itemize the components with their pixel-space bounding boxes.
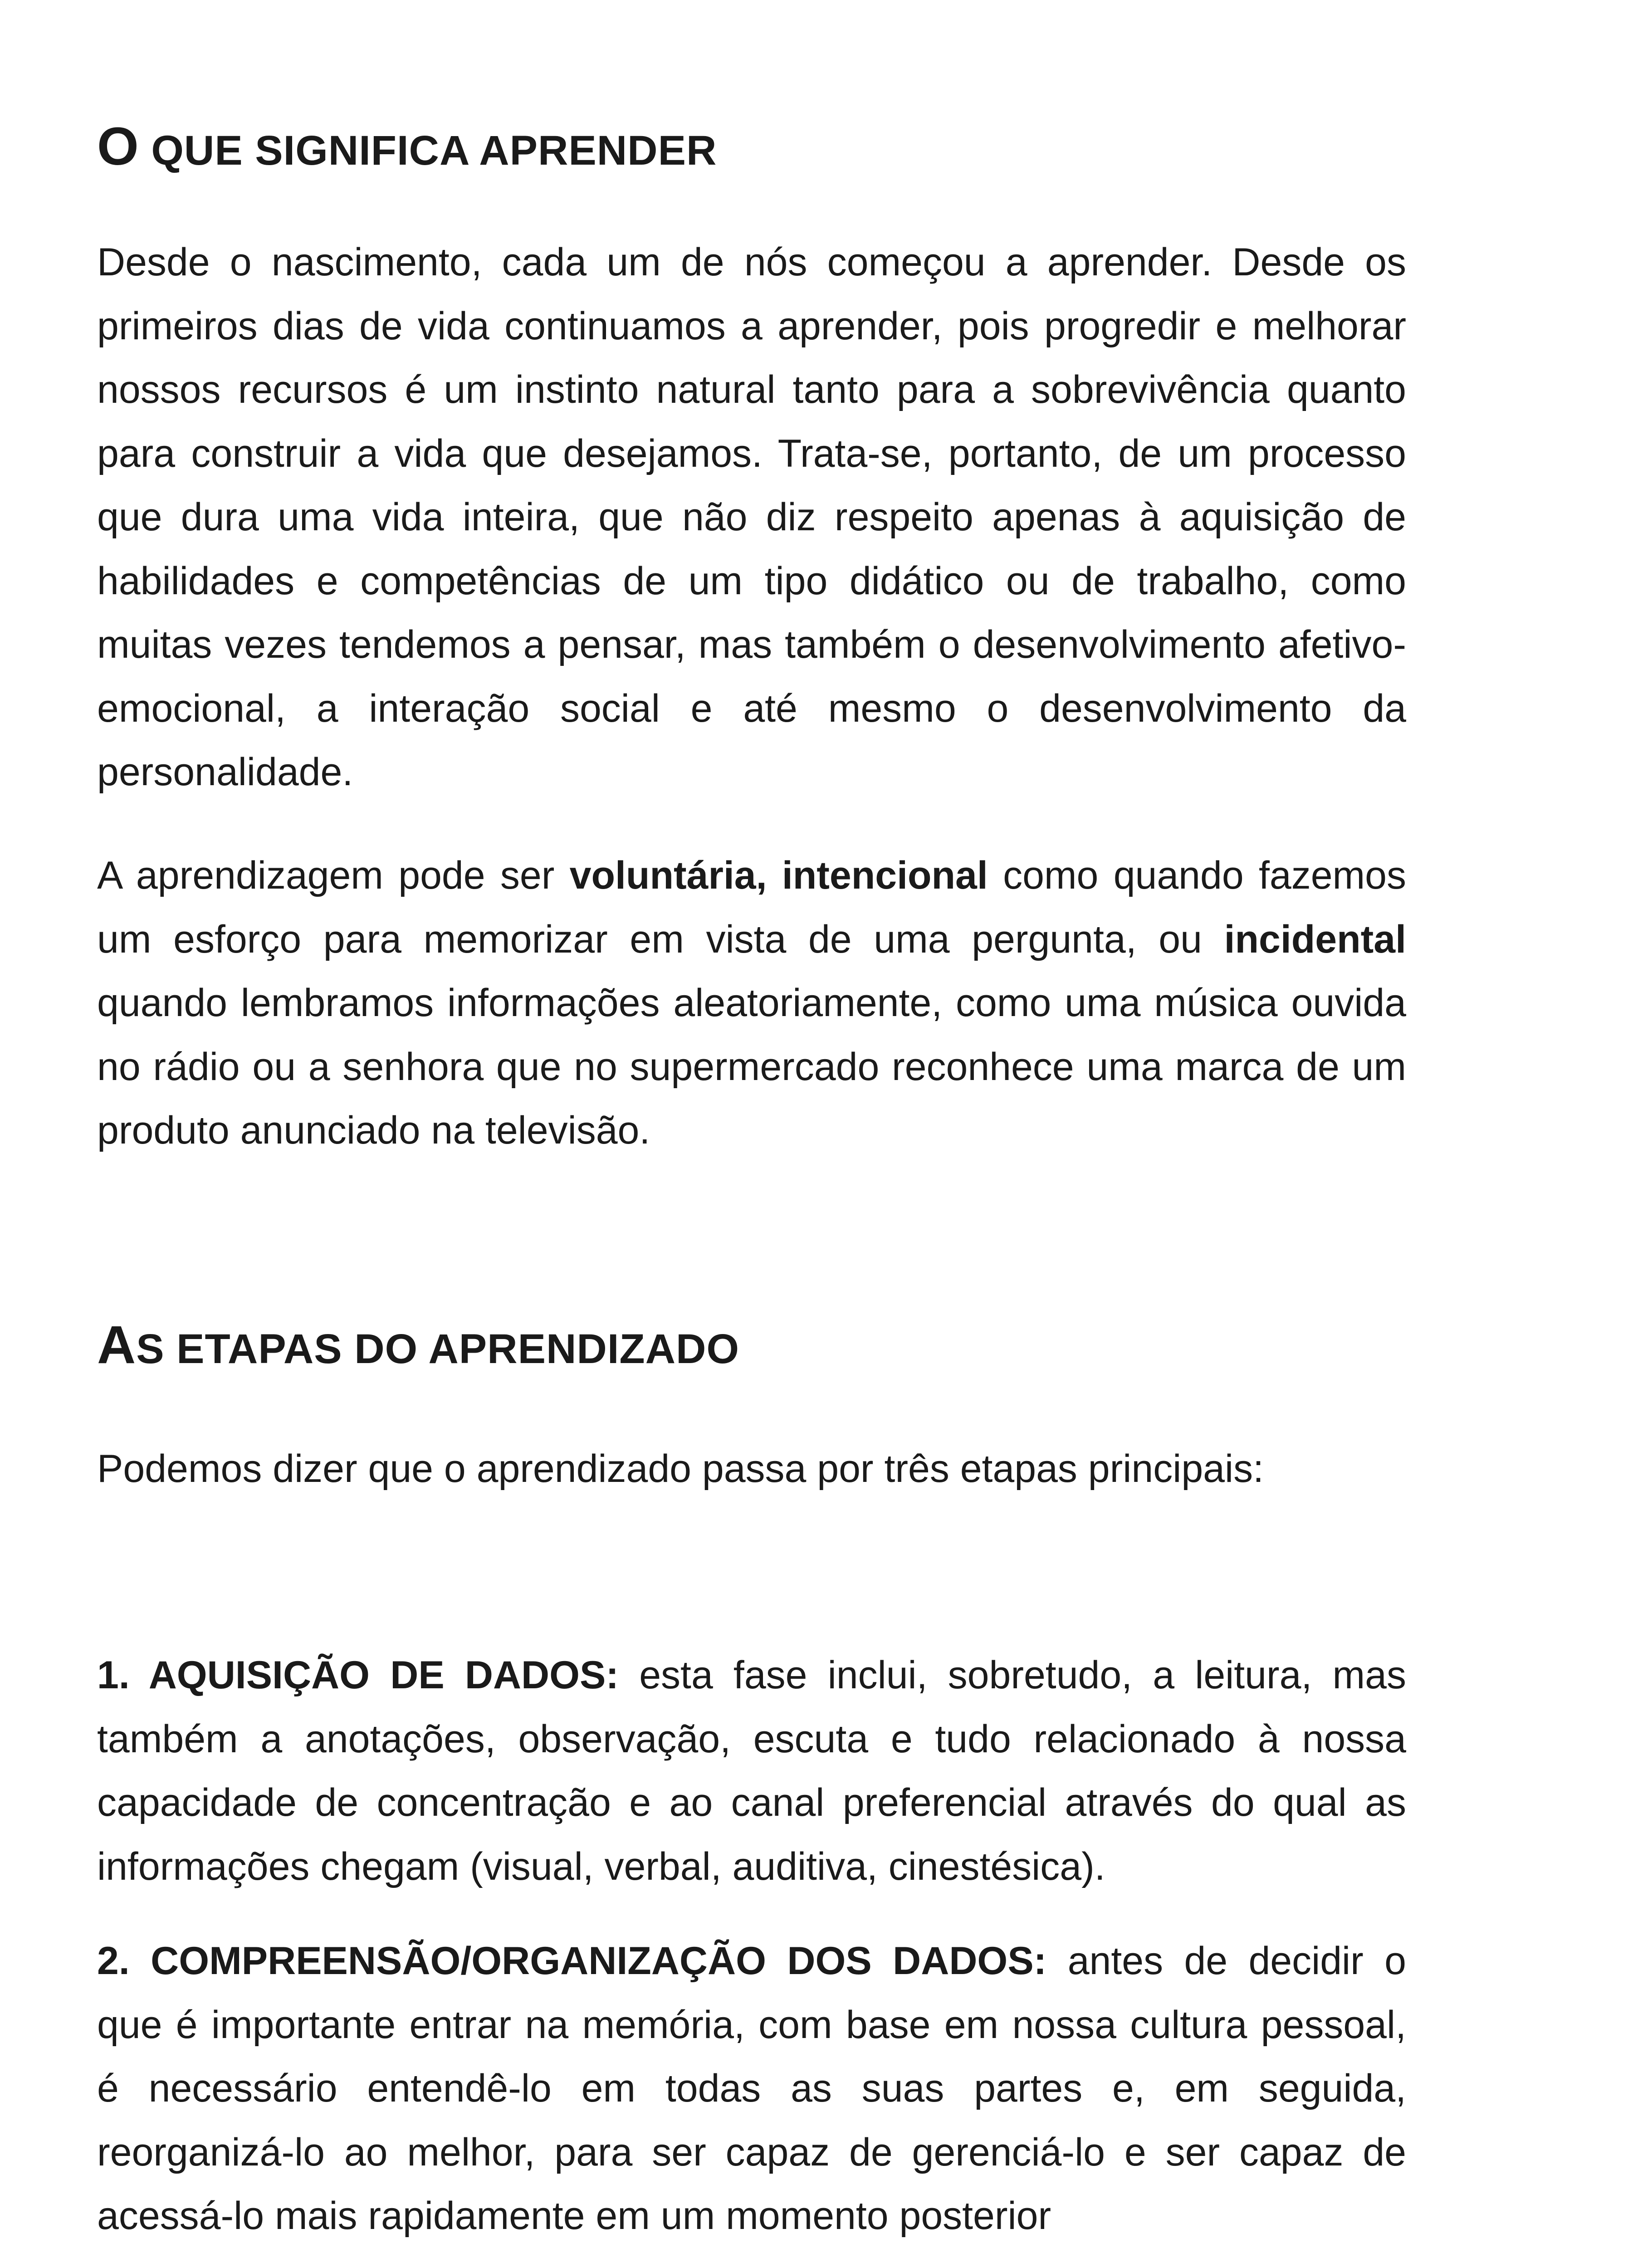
bold-term-incidental: incidental bbox=[1224, 917, 1406, 961]
paragraph-text: A aprendizagem pode ser bbox=[97, 854, 570, 897]
paragraph-text: como quando fazemos um esforço para memorizar em vista de uma pergunta, ou bbox=[97, 854, 1406, 961]
paragraph-aprender-intro: Desde o nascimento, cada um de nós começou a aprender. Desde os primeiros dias de vida continuamos a aprender, pois progredir e melhorar nossos recursos é um instinto natural tanto para a sobrevivência quanto para construir a vida que desejamos. Trata-se, portanto, de um processo que dura uma vida inteira, que não diz respeito apenas à aquisição de habilidades e competências de um tipo didático ou de trabalho, como muitas vezes tendemos a pensar, mas também o desenvolvimento afetivo-emocional, a interação social e até mesmo o desenvolvimento da personalidade. bbox=[97, 240, 1406, 794]
paragraph-step-2 bbox=[97, 1929, 1406, 2248]
heading-initial: O bbox=[97, 117, 139, 176]
bold-term-voluntaria: voluntária, intencional bbox=[569, 854, 988, 897]
step-1-label: 1. AQUISIÇÃO DE DADOS: bbox=[97, 1653, 619, 1697]
step-1-text: esta fase inclui, sobretudo, a leitura, mas também a anotações, observação, escuta e tudo relacionado à nossa capacidade de concentração e ao canal preferencial através do qual as informações chegam (visual, verbal, auditiva, cinestésica). bbox=[97, 1653, 1406, 1888]
section-heading-o-que-significa-aprender bbox=[97, 117, 1406, 176]
step-2-label: 2. COMPREENSÃO/ORGANIZAÇÃO DOS DADOS: bbox=[97, 1939, 1047, 1983]
heading-initial: A bbox=[97, 1315, 137, 1375]
paragraph-text: quando lembramos informações aleatoriamente, como uma música ouvida no rádio ou a senhora que no supermercado reconhece uma marca de um produto anunciado na televisão. bbox=[97, 981, 1406, 1152]
paragraph-etapas-intro: Podemos dizer que o aprendizado passa por três etapas principais: bbox=[97, 1447, 1264, 1491]
step-2-text: antes de decidir o que é importante entrar na memória, com base em nossa cultura pessoal, é necessário entendê-lo em todas as suas partes e, em seguida, reorganizá-lo ao melhor, para ser capaz de gerenciá-lo e ser capaz de acessá-lo mais rapidamente em um momento posterior bbox=[97, 1939, 1406, 2238]
section-heading-etapas-do-aprendizado bbox=[97, 1315, 1406, 1375]
paragraph-step-1 bbox=[97, 1643, 1406, 1898]
paragraph-tipos-aprendizagem bbox=[97, 844, 1406, 1163]
heading-text: S ETAPAS DO APRENDIZADO bbox=[136, 1326, 740, 1372]
heading-text: QUE SIGNIFICA APRENDER bbox=[139, 127, 717, 174]
